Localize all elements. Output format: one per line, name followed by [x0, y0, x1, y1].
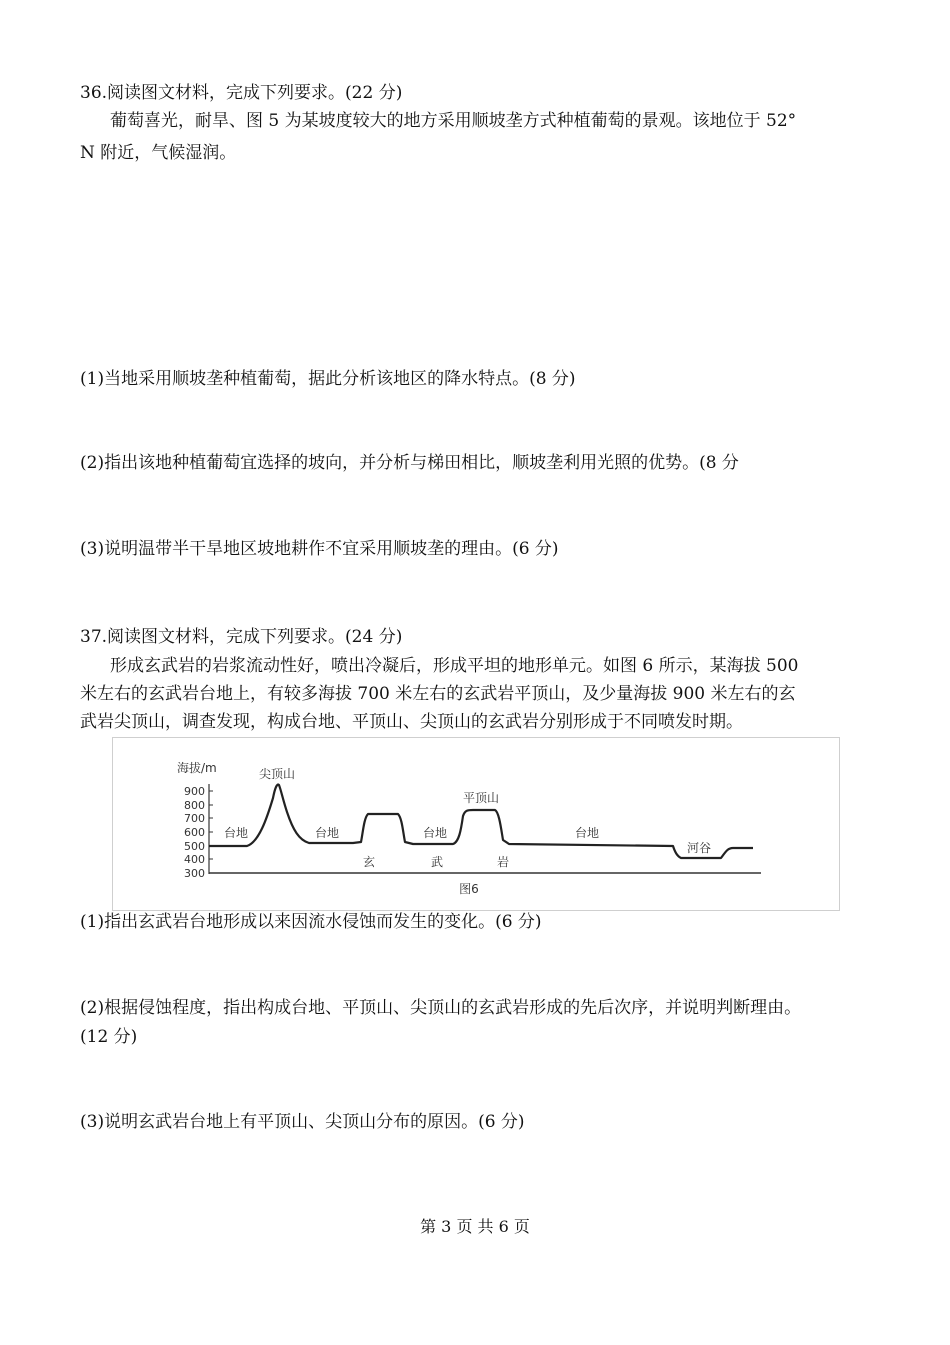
label-river-valley: 河谷: [687, 841, 712, 855]
q37-sub-question-1: (1)指出玄武岩台地形成以来因流水侵蚀而发生的变化。(6 分): [80, 912, 542, 932]
q37-sub-question-2-line-2: (12 分): [80, 1027, 138, 1047]
q36-sub-question-3: (3)说明温带半干旱地区坡地耕作不宜采用顺坡垄的理由。(6 分): [80, 539, 559, 559]
label-plateau-4: 台地: [575, 826, 600, 840]
label-rock-1: 玄: [363, 855, 376, 869]
label-plateau-3: 台地: [423, 826, 448, 840]
label-plateau-2: 台地: [315, 826, 340, 840]
q37-material-line-1: 形成玄武岩的岩浆流动性好，喷出冷凝后，形成平坦的地形单元。如图 6 所示，某海拔 500: [110, 656, 799, 676]
q37-sub-question-3: (3)说明玄武岩台地上有平顶山、尖顶山分布的原因。(6 分): [80, 1112, 525, 1132]
q36-material-line-2: N 附近，气候湿润。: [80, 143, 237, 163]
q37-material-line-2: 米左右的玄武岩台地上，有较多海拔 700 米左右的玄武岩平顶山，及少量海拔 900 米左右的玄: [80, 684, 796, 704]
label-plateau-1: 台地: [224, 826, 249, 840]
q37-header: 37.阅读图文材料，完成下列要求。(24 分): [80, 627, 403, 647]
y-tick-400: 400: [184, 853, 205, 866]
q37-material-line-3: 武岩尖顶山，调查发现，构成台地、平顶山、尖顶山的玄武岩分别形成于不同喷发时期。: [80, 712, 743, 732]
label-mesa: 平顶山: [463, 791, 500, 805]
y-axis-label: 海拔/m: [177, 761, 217, 775]
label-rock-3: 岩: [497, 855, 510, 869]
figure-6-profile: [112, 737, 840, 911]
y-tick-300: 300: [184, 867, 205, 880]
y-tick-marks: [209, 791, 213, 859]
q37-sub-question-2-line-1: (2)根据侵蚀程度，指出构成台地、平顶山、尖顶山的玄武岩形成的先后次序，并说明判断理由。: [80, 998, 802, 1018]
label-rock-2: 武: [431, 855, 444, 869]
label-peak: 尖顶山: [259, 767, 296, 781]
y-tick-900: 900: [184, 785, 205, 798]
q36-sub-question-1: (1)当地采用顺坡垄种植葡萄，据此分析该地区的降水特点。(8 分): [80, 369, 576, 389]
q36-header: 36.阅读图文材料，完成下列要求。(22 分): [80, 83, 403, 103]
y-tick-800: 800: [184, 799, 205, 812]
y-tick-500: 500: [184, 840, 205, 853]
page-footer: 第 3 页 共 6 页: [420, 1217, 530, 1236]
q36-sub-question-2: (2)指出该地种植葡萄宜选择的坡向，并分析与梯田相比，顺坡垄利用光照的优势。(8 分: [80, 453, 739, 473]
y-tick-700: 700: [184, 812, 205, 825]
y-tick-600: 600: [184, 826, 205, 839]
figure-caption: 图6: [459, 882, 479, 896]
figure-6-svg: [113, 738, 839, 910]
q36-material-line-1: 葡萄喜光，耐旱、图 5 为某坡度较大的地方采用顺坡垄方式种植葡萄的景观。该地位于 52°: [110, 111, 797, 131]
